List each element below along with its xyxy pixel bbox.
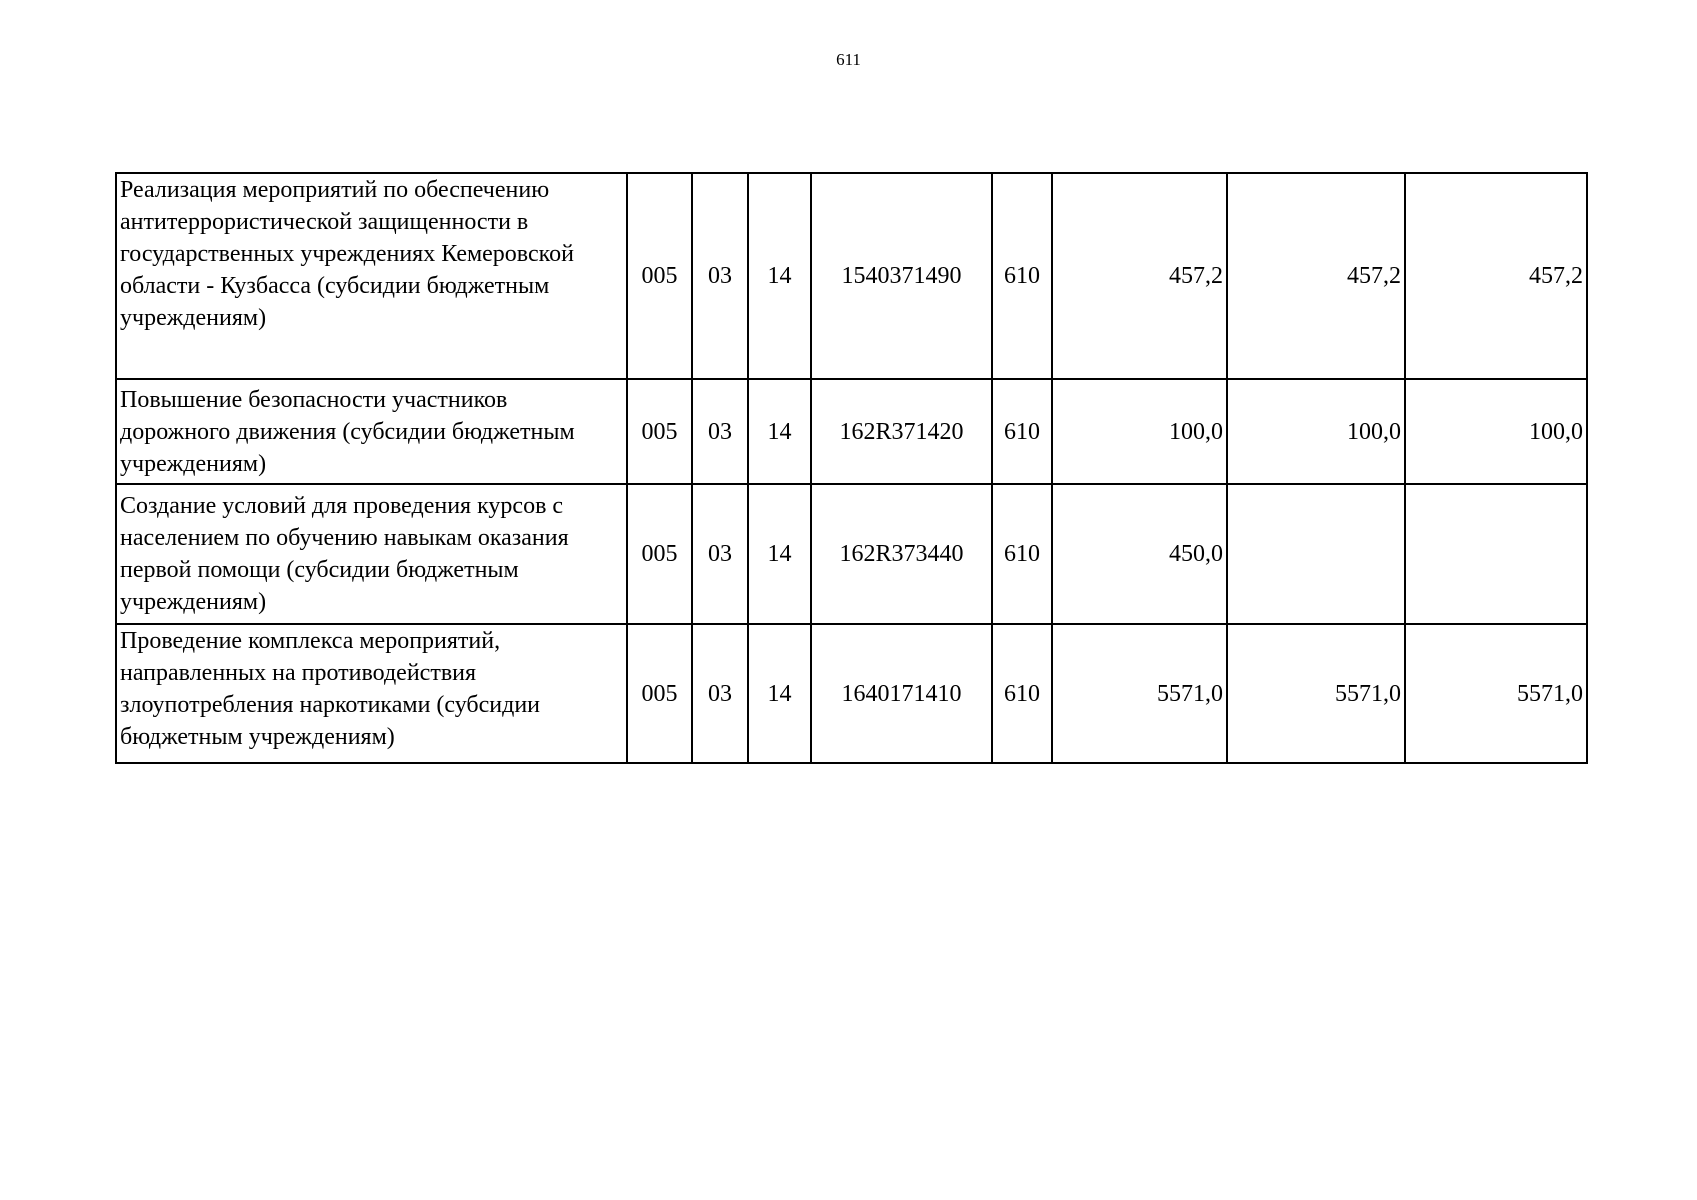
amount-3: 100,0 [1405, 379, 1587, 484]
amount-2 [1227, 484, 1405, 624]
row-description: Реализация мероприятий по обеспечению антитеррористической защищенности в государственных учреждениях Кемеровской области - Кузбасса (субсидии бюджетным учреждениям) [116, 173, 627, 379]
amount-2: 5571,0 [1227, 624, 1405, 763]
row-description: Проведение комплекса мероприятий, направленных на противодействия злоупотребления наркотиками (субсидии бюджетным учреждениям) [116, 624, 627, 763]
section-code: 03 [692, 173, 748, 379]
amount-3 [1405, 484, 1587, 624]
ministry-code: 005 [627, 379, 692, 484]
target-article-code: 1540371490 [811, 173, 992, 379]
expense-type-code: 610 [992, 484, 1052, 624]
expense-type-code: 610 [992, 624, 1052, 763]
target-article-code: 1640171410 [811, 624, 992, 763]
target-article-code: 162R371420 [811, 379, 992, 484]
expense-type-code: 610 [992, 173, 1052, 379]
amount-2: 100,0 [1227, 379, 1405, 484]
table-row [116, 173, 1587, 379]
target-article-code: 162R373440 [811, 484, 992, 624]
amount-1: 100,0 [1052, 379, 1227, 484]
table-row [116, 484, 1587, 624]
subsection-code: 14 [748, 379, 811, 484]
row-description: Создание условий для проведения курсов с населением по обучению навыкам оказания первой помощи (субсидии бюджетным учреждениям) [116, 484, 627, 624]
subsection-code: 14 [748, 484, 811, 624]
table-row [116, 624, 1587, 763]
page-number: 611 [836, 50, 861, 69]
subsection-code: 14 [748, 173, 811, 379]
ministry-code: 005 [627, 173, 692, 379]
row-description: Повышение безопасности участников дорожного движения (субсидии бюджетным учреждениям) [116, 379, 627, 484]
amount-3: 5571,0 [1405, 624, 1587, 763]
section-code: 03 [692, 624, 748, 763]
section-code: 03 [692, 484, 748, 624]
expense-type-code: 610 [992, 379, 1052, 484]
amount-3: 457,2 [1405, 173, 1587, 379]
amount-1: 457,2 [1052, 173, 1227, 379]
section-code: 03 [692, 379, 748, 484]
amount-1: 5571,0 [1052, 624, 1227, 763]
table-row [116, 379, 1587, 484]
amount-1: 450,0 [1052, 484, 1227, 624]
ministry-code: 005 [627, 484, 692, 624]
budget-table [115, 172, 1588, 764]
subsection-code: 14 [748, 624, 811, 763]
amount-2: 457,2 [1227, 173, 1405, 379]
ministry-code: 005 [627, 624, 692, 763]
